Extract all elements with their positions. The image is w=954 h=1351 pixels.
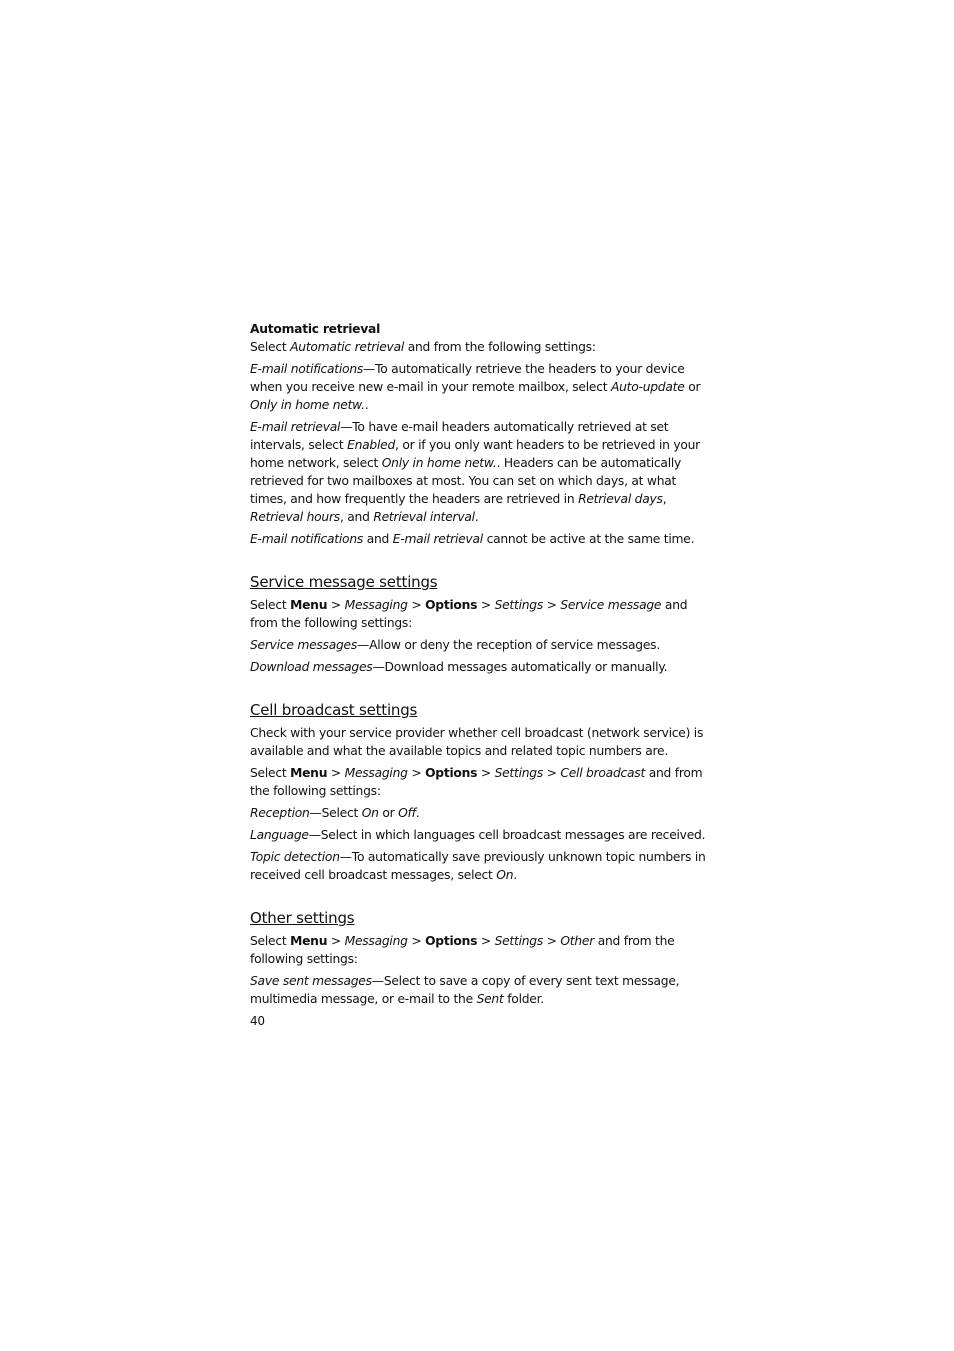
cell-broadcast-settings-heading: Cell broadcast settings <box>250 701 418 719</box>
reception-paragraph: Reception—Select On or Off. <box>250 806 420 820</box>
download-messages-paragraph: Download messages—Download messages automatically or manually. <box>250 660 668 674</box>
service-message-settings-heading: Service message settings <box>250 573 438 591</box>
save-sent-messages-paragraph: Save sent messages—Select to save a copy of every sent text message, multimedia message, or e-mail to the Sent folder. <box>250 974 680 1006</box>
page-content <box>250 320 706 1012</box>
automatic-retrieval-heading: Automatic retrieval <box>250 322 381 336</box>
other-path-paragraph: Select Menu > Messaging > Options > Settings > Other and from the following settings: <box>250 934 675 966</box>
page-number: 40 <box>250 1014 265 1028</box>
exclusive-note: E-mail notifications and E-mail retrieval cannot be active at the same time. <box>250 532 695 546</box>
service-messages-paragraph: Service messages—Allow or deny the reception of service messages. <box>250 638 660 652</box>
topic-detection-paragraph: Topic detection—To automatically save previously unknown topic numbers in received cell broadcast messages, select On. <box>250 850 706 882</box>
automatic-retrieval-intro: Select Automatic retrieval and from the following settings: <box>250 340 596 354</box>
service-path-paragraph: Select Menu > Messaging > Options > Settings > Service message and from the following settings: <box>250 598 688 630</box>
cell-path-paragraph: Select Menu > Messaging > Options > Settings > Cell broadcast and from the following settings: <box>250 766 703 798</box>
email-retrieval-paragraph: E-mail retrieval—To have e-mail headers automatically retrieved at set intervals, select Enabled, or if you only want headers to be retrieved in your home network, select Only in home netw.. Headers can be automatically retrieved for two mailboxes at most. You can set on which days, at what times, and how frequently the headers are retrieved in Retrieval days, Retrieval hours, and Retrieval interval. <box>250 420 700 524</box>
cell-broadcast-intro: Check with your service provider whether cell broadcast (network service) is available and what the available topics and related topic numbers are. <box>250 726 704 758</box>
email-notifications-paragraph: E-mail notifications—To automatically retrieve the headers to your device when you receive new e-mail in your remote mailbox, select Auto-update or Only in home netw.. <box>250 362 701 412</box>
other-settings-heading: Other settings <box>250 909 355 927</box>
language-paragraph: Language—Select in which languages cell broadcast messages are received. <box>250 828 706 842</box>
